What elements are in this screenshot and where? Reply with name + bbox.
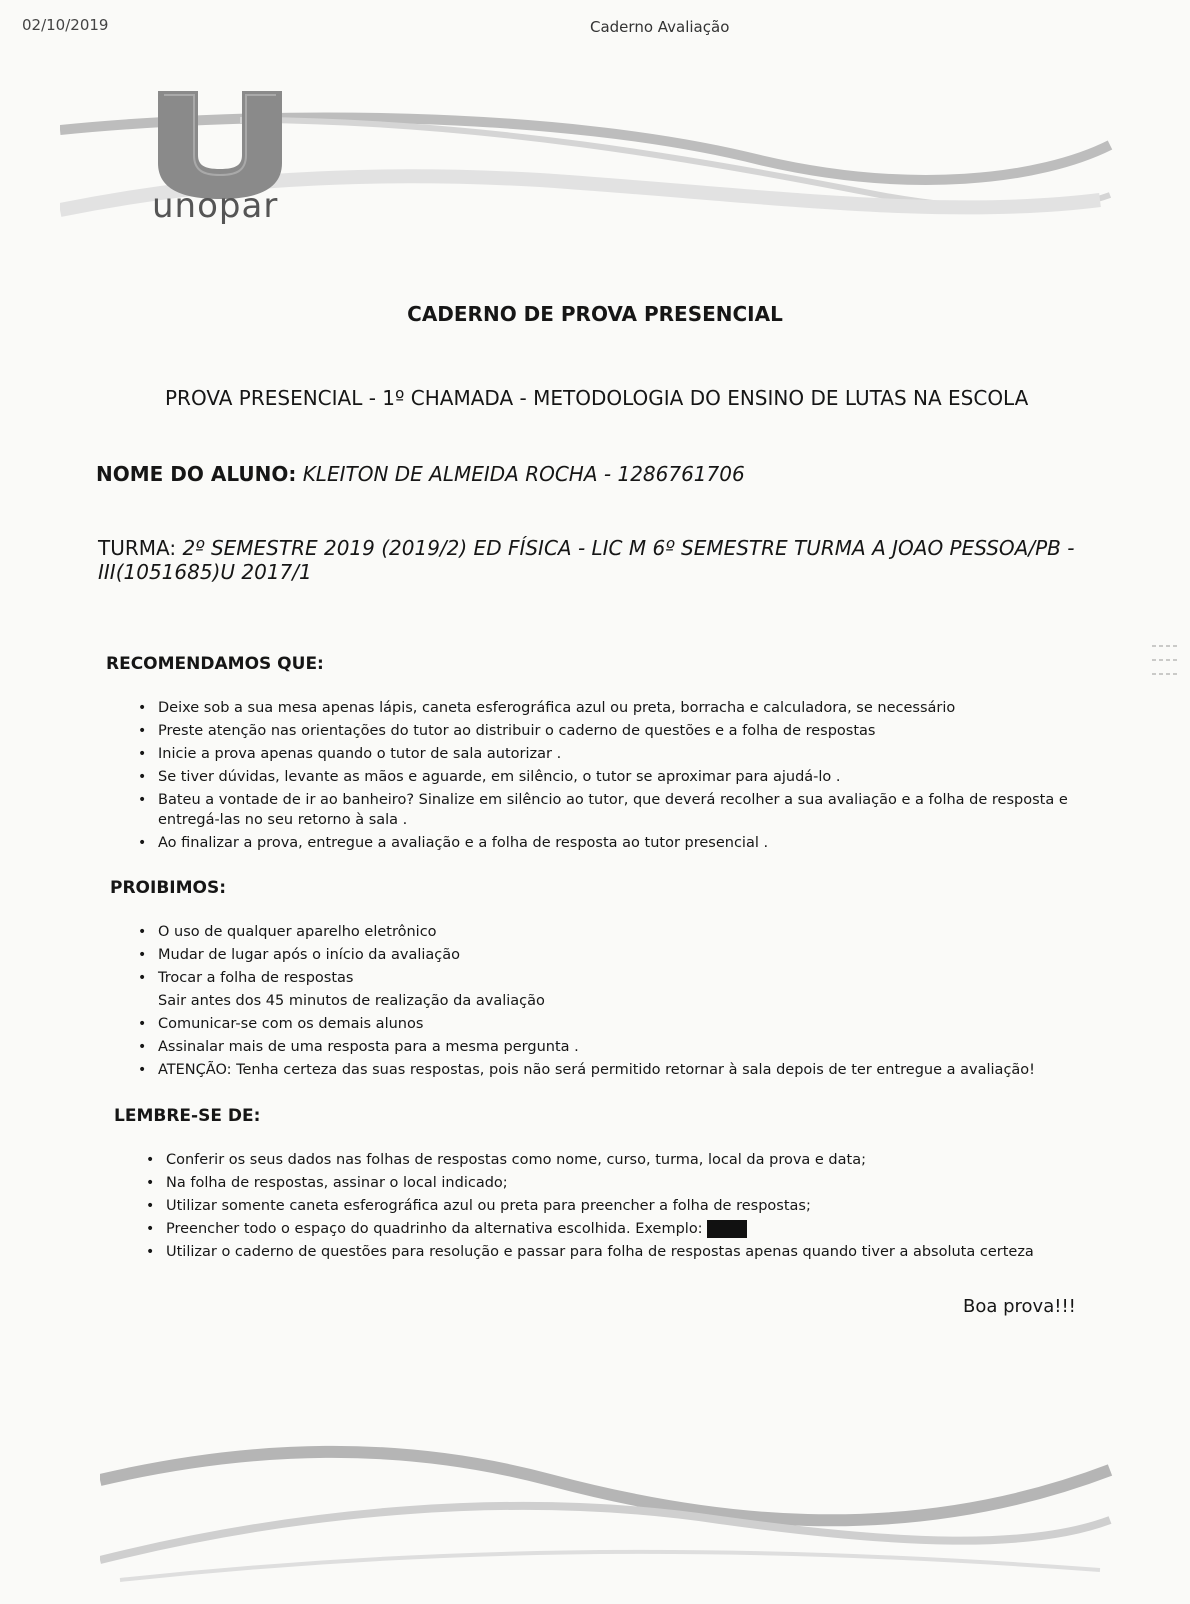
print-title: Caderno Avaliação — [590, 18, 730, 36]
list-item: • Mudar de lugar após o início da avaliação — [138, 947, 461, 963]
list-item: • Utilizar somente caneta esferográfica azul ou preta para preencher a folha de respostas; — [146, 1198, 811, 1214]
student-name-value: KLEITON DE ALMEIDA ROCHA - 1286761706 — [302, 462, 745, 486]
closing-message: Boa prova!!! — [963, 1296, 1076, 1317]
list-item: • Deixe sob a sua mesa apenas lápis, caneta esferográfica azul ou preta, borracha e calculadora, se necessário — [138, 700, 956, 716]
section-title-recommend: RECOMENDAMOS QUE: — [106, 654, 324, 674]
section-title-prohibit: PROIBIMOS: — [110, 878, 227, 898]
page-edge-marks — [1150, 640, 1180, 690]
logo-wordmark: unopar — [152, 186, 279, 226]
student-name-label: NOME DO ALUNO: — [96, 462, 297, 486]
list-item: • Inicie a prova apenas quando o tutor de sala autorizar . — [138, 746, 562, 762]
prohibit-list — [136, 922, 1096, 1083]
section-title-remember: LEMBRE-SE DE: — [114, 1106, 261, 1126]
list-item: • Trocar a folha de respostas — [138, 970, 354, 986]
recommend-list — [136, 698, 1096, 856]
class-label: TURMA: — [98, 536, 177, 560]
filled-box-example-icon — [707, 1220, 747, 1238]
list-item: • Comunicar-se com os demais alunos — [138, 1016, 424, 1032]
print-date: 02/10/2019 — [22, 16, 109, 34]
list-item: • Na folha de respostas, assinar o local indicado; — [146, 1175, 508, 1191]
list-item: • ATENÇÃO: Tenha certeza das suas respostas, pois não será permitido retornar à sala depois de ter entregue a avaliação! — [138, 1062, 1035, 1078]
exam-subtitle: PROVA PRESENCIAL - 1º CHAMADA - METODOLOGIA DO ENSINO DE LUTAS NA ESCOLA — [165, 386, 1029, 410]
list-item: • Assinalar mais de uma resposta para a mesma pergunta . — [138, 1039, 579, 1055]
bottom-swoosh-decoration — [100, 1440, 1130, 1590]
list-item: Sair antes dos 45 minutos de realização da avaliação — [158, 993, 545, 1009]
remember-list — [144, 1150, 1084, 1265]
class-value: 2º SEMESTRE 2019 (2019/2) ED FÍSICA - LIC M 6º SEMESTRE TURMA A JOAO PESSOA/PB - III(1051685)U 2017/1 — [98, 536, 1075, 584]
class-line — [98, 536, 1078, 584]
list-item: • Ao finalizar a prova, entregue a avaliação e a folha de resposta ao tutor presencial . — [138, 835, 769, 851]
list-item: • Preste atenção nas orientações do tutor ao distribuir o caderno de questões e a folha de respostas — [138, 723, 876, 739]
list-item: • Preencher todo o espaço do quadrinho da alternativa escolhida. Exemplo: — [144, 1219, 1084, 1239]
list-item: • Bateu a vontade de ir ao banheiro? Sinalize em silêncio ao tutor, que deverá recolher a sua avaliação e a folha de resposta e entregá-las no seu retorno à sala . — [138, 792, 1068, 828]
list-item: • O uso de qualquer aparelho eletrônico — [138, 924, 437, 940]
list-item: • Conferir os seus dados nas folhas de respostas como nome, curso, turma, local da prova e data; — [146, 1152, 866, 1168]
list-item: • Utilizar o caderno de questões para resolução e passar para folha de respostas apenas quando tiver a absoluta certeza — [146, 1244, 1034, 1260]
page-title: CADERNO DE PROVA PRESENCIAL — [407, 302, 783, 326]
student-name-line — [96, 462, 745, 486]
list-item: • Se tiver dúvidas, levante as mãos e aguarde, em silêncio, o tutor se aproximar para ajudá-lo . — [138, 769, 841, 785]
